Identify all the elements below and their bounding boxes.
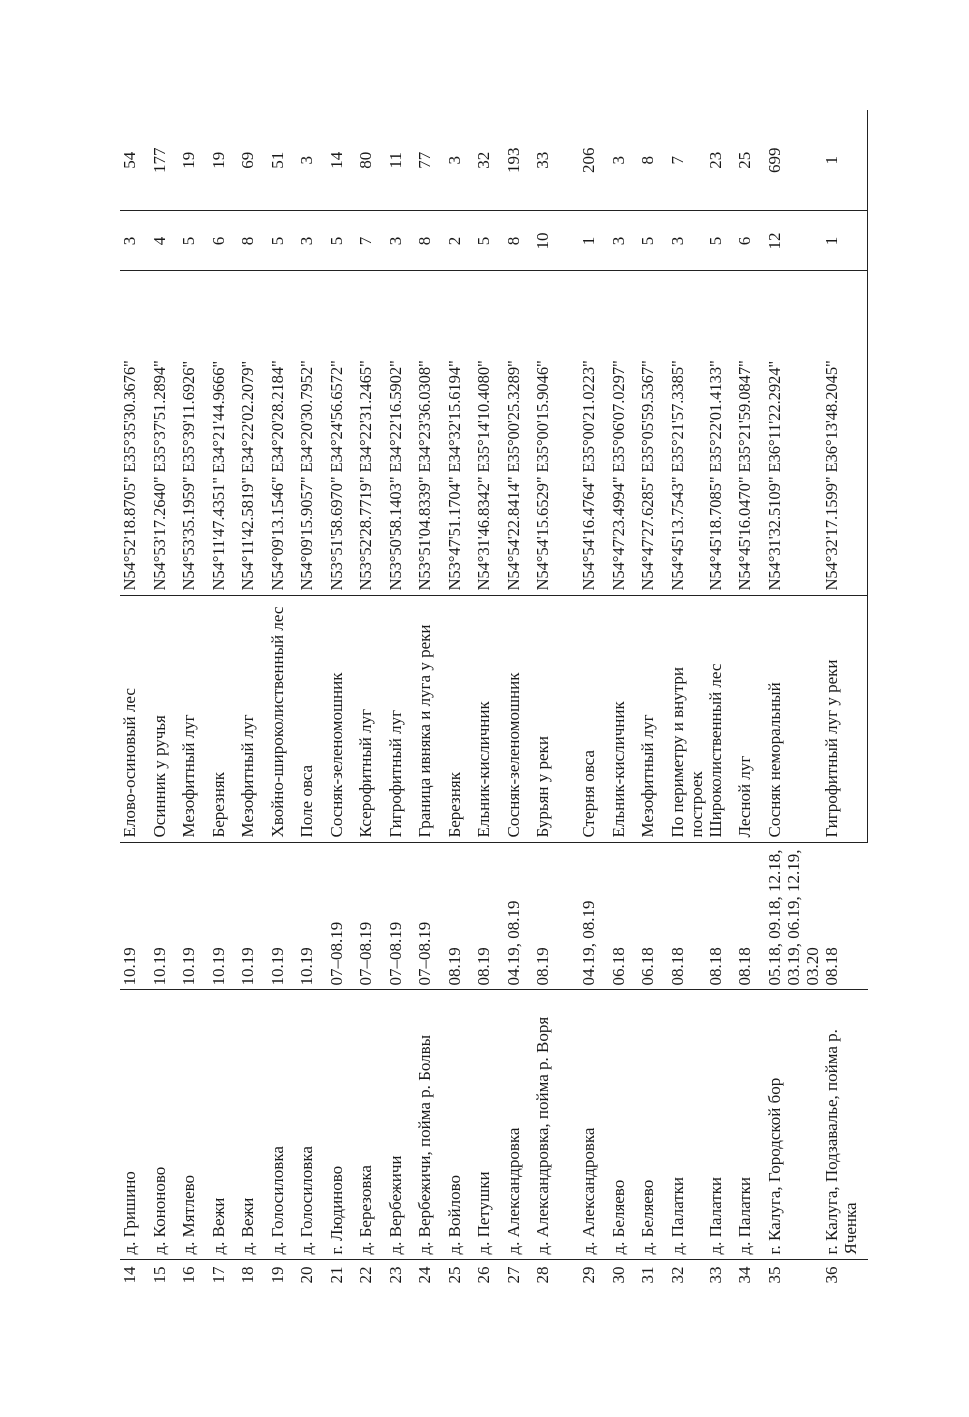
habitat-cell: Осинник у ручья <box>150 596 180 843</box>
count-cell: 54 <box>120 151 139 169</box>
table-row <box>120 110 150 1290</box>
coordinates-cell: N54°54'15.6529" E35°00'15.9046" <box>533 271 579 596</box>
samples-cell: 3 <box>297 211 327 271</box>
row-number: 20 <box>297 1260 327 1290</box>
coordinates-cell: N54°09'15.9057" E34°20'30.7952" <box>297 271 327 596</box>
dates-cell: 07–08.19 <box>356 843 386 990</box>
samples-cell: 5 <box>179 211 209 271</box>
dates-cell: 04.19, 08.19 <box>504 843 534 990</box>
count-cell: 69 <box>238 151 257 169</box>
dates-cell: 10.19 <box>209 843 239 990</box>
samples-cell: 1 <box>579 211 609 271</box>
coordinates-cell: N54°53'17.2640" E35°37'51.2894" <box>150 271 180 596</box>
samples-cell: 5 <box>474 211 504 271</box>
dates-cell: 07–08.19 <box>415 843 445 990</box>
row-number: 15 <box>150 1260 180 1290</box>
count-cell: 80 <box>356 151 375 169</box>
samples-cell: 1 <box>822 211 868 271</box>
count-cell: 7 <box>667 156 687 165</box>
coordinates-cell: N54°45'13.7543" E35°21'57.3385" <box>668 271 706 596</box>
samples-cell: 8 <box>504 211 534 271</box>
samples-cell: 8 <box>415 211 445 271</box>
samples-cell: 3 <box>609 211 639 271</box>
samples-cell: 4 <box>150 211 180 271</box>
table-row <box>297 110 327 1290</box>
habitat-cell: Бурьян у реки <box>533 596 579 843</box>
count-cell: 77 <box>415 151 434 169</box>
dates-cell: 08.18 <box>706 843 736 990</box>
habitat-cell: Ксерофитный луг <box>356 596 386 843</box>
table-row <box>179 110 209 1290</box>
count-cell: 206 <box>579 147 598 173</box>
habitat-cell: Поле овса <box>297 596 327 843</box>
coordinates-cell: N54°47'27.6285" E35°05'59.5367" <box>638 271 668 596</box>
table-row <box>327 110 357 1290</box>
row-number: 26 <box>474 1260 504 1290</box>
dates-cell: 10.19 <box>238 843 268 990</box>
location-cell: д. Березовка <box>356 1165 375 1255</box>
location-cell: д. Голосиловка <box>267 1146 287 1255</box>
habitat-cell: Гигрофитный луг <box>386 596 416 843</box>
coordinates-cell: N54°54'16.4764" E35°00'21.0223" <box>579 271 609 596</box>
dates-cell: 08.18 <box>822 843 868 990</box>
habitat-cell: Березняк <box>445 596 475 843</box>
samples-cell: 3 <box>386 211 416 271</box>
table-row <box>445 110 475 1290</box>
samples-cell: 7 <box>356 211 386 271</box>
location-cell: г. Калуга, Городской бор <box>764 1077 784 1255</box>
dates-cell: 10.19 <box>120 843 150 990</box>
count-cell: 32 <box>474 151 493 169</box>
coordinates-cell: N53°52'28.7719" E34°22'31.2465" <box>356 271 386 596</box>
dates-cell: 10.19 <box>268 843 298 990</box>
count-cell: 193 <box>503 147 523 173</box>
table-row <box>268 110 298 1290</box>
coordinates-cell: N53°51'58.6970" E34°24'56.6572" <box>327 271 357 596</box>
location-cell: д. Беляево <box>608 1179 628 1255</box>
table-row <box>706 110 736 1290</box>
samples-cell: 6 <box>209 211 239 271</box>
count-cell: 8 <box>638 156 657 165</box>
count-cell: 1 <box>822 110 868 211</box>
habitat-cell: Широколиственный лес <box>706 596 736 843</box>
count-cell: 51 <box>267 151 287 169</box>
location-cell: д. Голосиловка <box>297 1146 316 1255</box>
rotated-table-container <box>120 110 890 1290</box>
coordinates-cell: N53°47'51.1704" E34°32'15.6194" <box>445 271 475 596</box>
row-number: 23 <box>386 1260 416 1290</box>
location-cell: д. Беляево <box>638 1179 657 1255</box>
table-row <box>386 110 416 1290</box>
habitat-cell: Хвойно-широколиственный лес <box>268 596 298 843</box>
location-cell: д. Мятлево <box>179 1174 198 1255</box>
coordinates-cell: N54°31'32.5109" E36°11'22.2924" <box>765 271 822 596</box>
dates-cell: 08.19 <box>533 843 579 990</box>
count-cell: 25 <box>735 151 754 169</box>
table-row <box>822 110 868 1290</box>
dates-cell: 08.18 <box>668 843 706 990</box>
row-number: 25 <box>445 1260 475 1290</box>
coordinates-cell: N54°31'46.8342" E35°14'10.4080" <box>474 271 504 596</box>
samples-cell: 5 <box>706 211 736 271</box>
table-row <box>504 110 534 1290</box>
coordinates-cell: N54°45'18.7085" E35°22'01.4133" <box>706 271 736 596</box>
row-number: 18 <box>238 1260 268 1290</box>
table-row <box>415 110 445 1290</box>
row-number: 30 <box>609 1260 639 1290</box>
count-cell: 3 <box>444 156 464 165</box>
row-number: 36 <box>822 1260 868 1290</box>
dates-cell: 08.18 <box>735 843 765 990</box>
habitat-cell: Сосняк-зеленомошник <box>504 596 534 843</box>
table-row <box>209 110 239 1290</box>
dates-cell: 07–08.19 <box>327 843 357 990</box>
habitat-cell: Ельник-кисличник <box>609 596 639 843</box>
habitat-cell: Мезофитный луг <box>638 596 668 843</box>
habitat-cell: Ельник-кисличник <box>474 596 504 843</box>
samples-cell: 6 <box>735 211 765 271</box>
row-number: 21 <box>327 1260 357 1290</box>
count-cell: 33 <box>533 151 552 169</box>
location-cell: д. Вербежичи, пойма р. Болвы <box>415 1034 434 1255</box>
samples-cell: 5 <box>638 211 668 271</box>
location-cell: д. Петушки <box>474 1171 493 1255</box>
location-cell: д. Гришино <box>120 1171 139 1255</box>
location-cell: д. Александровка <box>503 1127 523 1255</box>
location-cell: д. Палатки <box>735 1177 754 1255</box>
habitat-cell: Елово-осиновый лес <box>120 596 150 843</box>
coordinates-cell: N54°47'23.4994" E35°06'07.0297" <box>609 271 639 596</box>
dates-cell: 08.19 <box>474 843 504 990</box>
samples-cell: 12 <box>765 211 822 271</box>
location-cell: д. Кононово <box>149 1166 169 1255</box>
coordinates-cell: N53°50'58.1403" E34°22'16.5902" <box>386 271 416 596</box>
row-number: 16 <box>179 1260 209 1290</box>
dates-cell: 10.19 <box>297 843 327 990</box>
dates-cell: 06.18 <box>609 843 639 990</box>
dates-cell: 10.19 <box>150 843 180 990</box>
samples-cell: 8 <box>238 211 268 271</box>
count-cell: 23 <box>705 151 725 169</box>
row-number: 14 <box>120 1260 150 1290</box>
coordinates-cell: N54°53'35.1959" E35°39'11.6926" <box>179 271 209 596</box>
count-cell: 3 <box>297 156 316 165</box>
samples-cell: 10 <box>533 211 579 271</box>
count-cell: 19 <box>208 151 228 169</box>
row-number: 35 <box>765 1260 822 1290</box>
row-number: 22 <box>356 1260 386 1290</box>
coordinates-cell: N54°32'17.1599" E36°13'48.2045" <box>822 271 868 596</box>
habitat-cell: Лесной луг <box>735 596 765 843</box>
table-row <box>356 110 386 1290</box>
habitat-cell: Мезофитный луг <box>238 596 268 843</box>
coordinates-cell: N53°51'04.8339" E34°23'36.0308" <box>415 271 445 596</box>
table-row <box>533 110 579 1290</box>
location-cell: д. Александровка, пойма р. Воря <box>533 1016 552 1255</box>
dates-cell: 05.18, 09.18, 12.18, 03.19, 06.19, 12.19, 03.20 <box>765 843 822 990</box>
samples-cell: 5 <box>327 211 357 271</box>
sampling-sites-table <box>120 110 868 1290</box>
coordinates-cell: N54°54'22.8414" E35°00'25.3289" <box>504 271 534 596</box>
count-cell: 3 <box>608 156 628 165</box>
location-cell: д. Войлово <box>444 1175 464 1255</box>
habitat-cell: Мезофитный луг <box>179 596 209 843</box>
coordinates-cell: N54°11'42.5819" E34°22'02.2079" <box>238 271 268 596</box>
habitat-cell: По периметру и внутри построек <box>668 596 706 843</box>
table-row <box>638 110 668 1290</box>
row-number: 17 <box>209 1260 239 1290</box>
dates-cell: 10.19 <box>179 843 209 990</box>
location-cell: д. Палатки <box>705 1177 725 1255</box>
location-cell: д. Палатки <box>667 1177 687 1255</box>
habitat-cell: Березняк <box>209 596 239 843</box>
coordinates-cell: N54°11'47.4351" E34°21'44.9666" <box>209 271 239 596</box>
location-cell: г. Калуга, Подзавалье, пойма р. Яченка <box>821 1029 860 1255</box>
location-cell: д. Вежи <box>208 1197 228 1255</box>
row-number: 34 <box>735 1260 765 1290</box>
table-row <box>579 110 609 1290</box>
table-row <box>765 110 822 1290</box>
coordinates-cell: N54°52'18.8705" E35°35'30.3676" <box>120 271 150 596</box>
count-cell: 19 <box>179 151 198 169</box>
dates-cell: 08.19 <box>445 843 475 990</box>
habitat-cell: Стерня овса <box>579 596 609 843</box>
row-number: 19 <box>268 1260 298 1290</box>
table-row <box>150 110 180 1290</box>
location-cell: д. Александровка <box>579 1127 598 1255</box>
table-row <box>668 110 706 1290</box>
table-row <box>474 110 504 1290</box>
row-number: 32 <box>668 1260 706 1290</box>
row-number: 31 <box>638 1260 668 1290</box>
habitat-cell: Сосняк неморальный <box>765 596 822 843</box>
samples-cell: 3 <box>120 211 150 271</box>
samples-cell: 2 <box>445 211 475 271</box>
coordinates-cell: N54°09'13.1546" E34°20'28.2184" <box>268 271 298 596</box>
table-body <box>120 110 868 1290</box>
dates-cell: 07–08.19 <box>386 843 416 990</box>
location-cell: д. Вербежичи <box>385 1155 405 1255</box>
habitat-cell: Гигрофитный луг у реки <box>822 596 868 843</box>
row-number: 28 <box>533 1260 579 1290</box>
count-cell: 14 <box>326 151 346 169</box>
count-cell: 177 <box>149 147 169 173</box>
row-number: 24 <box>415 1260 445 1290</box>
dates-cell: 04.19, 08.19 <box>579 843 609 990</box>
location-cell: г. Людиново <box>326 1165 346 1255</box>
table-row <box>238 110 268 1290</box>
row-number: 29 <box>579 1260 609 1290</box>
location-cell: д. Вежи <box>238 1197 257 1255</box>
coordinates-cell: N54°45'16.0470" E35°21'59.0847" <box>735 271 765 596</box>
row-number: 27 <box>504 1260 534 1290</box>
samples-cell: 5 <box>268 211 298 271</box>
habitat-cell: Граница ивняка и луга у реки <box>415 596 445 843</box>
samples-cell: 3 <box>668 211 706 271</box>
table-row <box>735 110 765 1290</box>
dates-cell: 06.18 <box>638 843 668 990</box>
table-row <box>609 110 639 1290</box>
count-cell: 699 <box>764 147 784 173</box>
count-cell: 11 <box>385 152 405 169</box>
row-number: 33 <box>706 1260 736 1290</box>
habitat-cell: Сосняк-зеленомошник <box>327 596 357 843</box>
